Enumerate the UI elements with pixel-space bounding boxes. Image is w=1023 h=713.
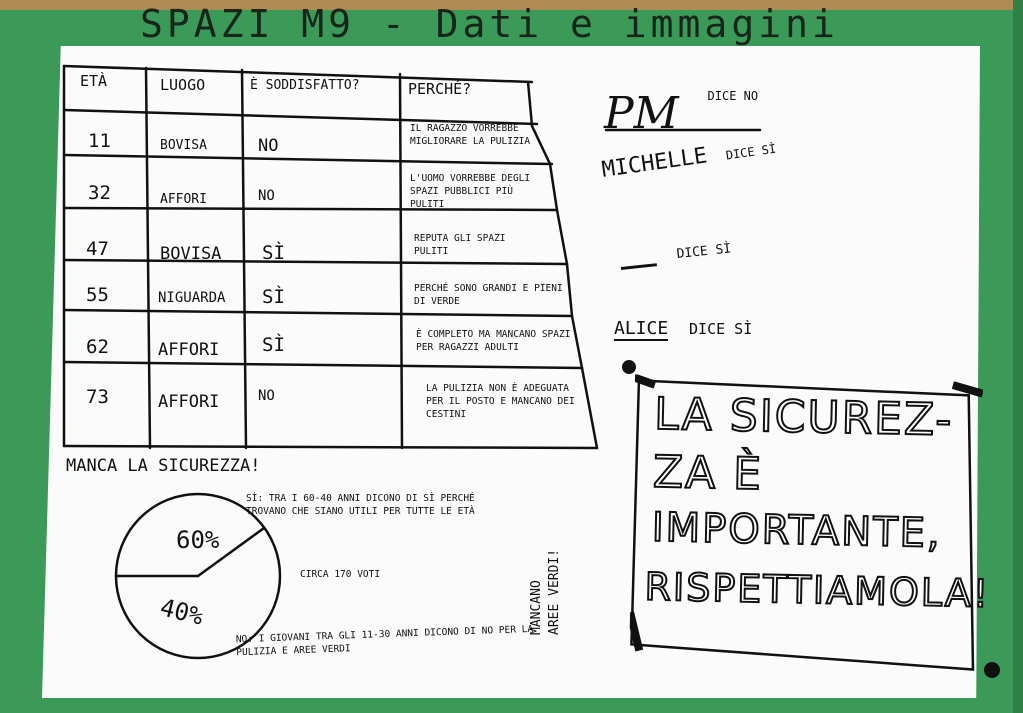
mancano-line1: MANCANO [529, 580, 544, 635]
header-luogo: LUOGO [160, 76, 206, 94]
michelle-says: DICE SÌ [724, 141, 778, 163]
row1-reason: IL RAGAZZO VORREBBE MIGLIORARE LA PULIZIA [410, 123, 531, 147]
row6-place: AFFORI [158, 392, 220, 412]
sign-line4: RISPETTIAMOLA! [644, 564, 991, 616]
row4-reason: PERCHÉ SONO GRANDI E PIENI DI VERDE [414, 283, 563, 307]
alice-name: ALICE [614, 318, 669, 339]
row5-age: 62 [86, 336, 109, 358]
response-alice [614, 318, 752, 339]
row2-satisfied: NO [258, 188, 275, 204]
row1-place: BOVISA [160, 138, 207, 153]
green-wall-edge [1013, 0, 1023, 713]
sicurezza-sign [629, 374, 991, 671]
signature3-says: DICE SÌ [675, 241, 732, 263]
pin-top-left [622, 360, 636, 374]
row5-satisfied: SÌ [262, 334, 285, 356]
pie-label-yes: 60% [176, 526, 220, 554]
row1-age: 11 [88, 130, 111, 152]
note-yes: SÌ: TRA I 60-40 ANNI DICONO DI SÌ PERCHÉ TROVANO CHE SIANO UTILI PER TUTTE LE ETÀ [246, 493, 475, 517]
row3-place: BOVISA [160, 244, 222, 264]
mancano-line2: AREE VERDI! [547, 548, 562, 635]
pm-says: DICE NO [707, 89, 759, 103]
row4-satisfied: SÌ [262, 286, 285, 308]
row2-reason: L'UOMO VORREBBE DEGLI SPAZI PUBBLICI PIÙ PULITI [410, 173, 531, 210]
manca-sicurezza-text: MANCA LA SICUREZZA! [66, 456, 261, 476]
note-total: CIRCA 170 VOTI [300, 569, 381, 580]
sign-line3: IMPORTANTE, [651, 504, 943, 557]
row6-age: 73 [86, 386, 109, 408]
row1-satisfied: NO [258, 136, 279, 156]
sign-line2: ZA È [652, 446, 764, 501]
pm-underline [604, 124, 764, 134]
pie-label-no: 40% [157, 593, 207, 631]
mancano-aree-verdi [528, 549, 564, 635]
pm-signature: PM [604, 88, 679, 139]
row2-place: AFFORI [160, 192, 207, 207]
sign-line1: LA SICUREZ- [653, 388, 954, 447]
pin-bottom-right [984, 662, 1000, 678]
alice-says: DICE SÌ [689, 320, 753, 338]
row6-reason: LA PULIZIA NON È ADEGUATA PER IL POSTO E MANCANO DEI CESTINI [426, 383, 575, 420]
header-soddisfatto: È SODDISFATTO? [250, 78, 360, 93]
row5-reason: È COMPLETO MA MANCANO SPAZI PER RAGAZZI ADULTI [416, 329, 571, 353]
row3-satisfied: SÌ [262, 242, 285, 264]
header-eta: ETÀ [80, 72, 108, 90]
row3-age: 47 [86, 238, 109, 260]
row4-place: NIGUARDA [158, 290, 226, 306]
poster-title: SPAZI M9 - Dati e immagini [140, 2, 839, 46]
header-perche: PERCHÉ? [408, 80, 472, 98]
michelle-name: MICHELLE [600, 143, 709, 183]
note-no: NO: I GIOVANI TRA GLI 11-30 ANNI DICONO DI NO PER LA PULIZIA E AREE VERDI [235, 623, 534, 659]
row5-place: AFFORI [158, 340, 220, 360]
row2-age: 32 [88, 182, 111, 204]
signature3-scribble [619, 245, 657, 270]
row6-satisfied: NO [258, 388, 275, 404]
row4-age: 55 [86, 284, 109, 306]
row3-reason: REPUTA GLI SPAZI PULITI [414, 233, 506, 257]
